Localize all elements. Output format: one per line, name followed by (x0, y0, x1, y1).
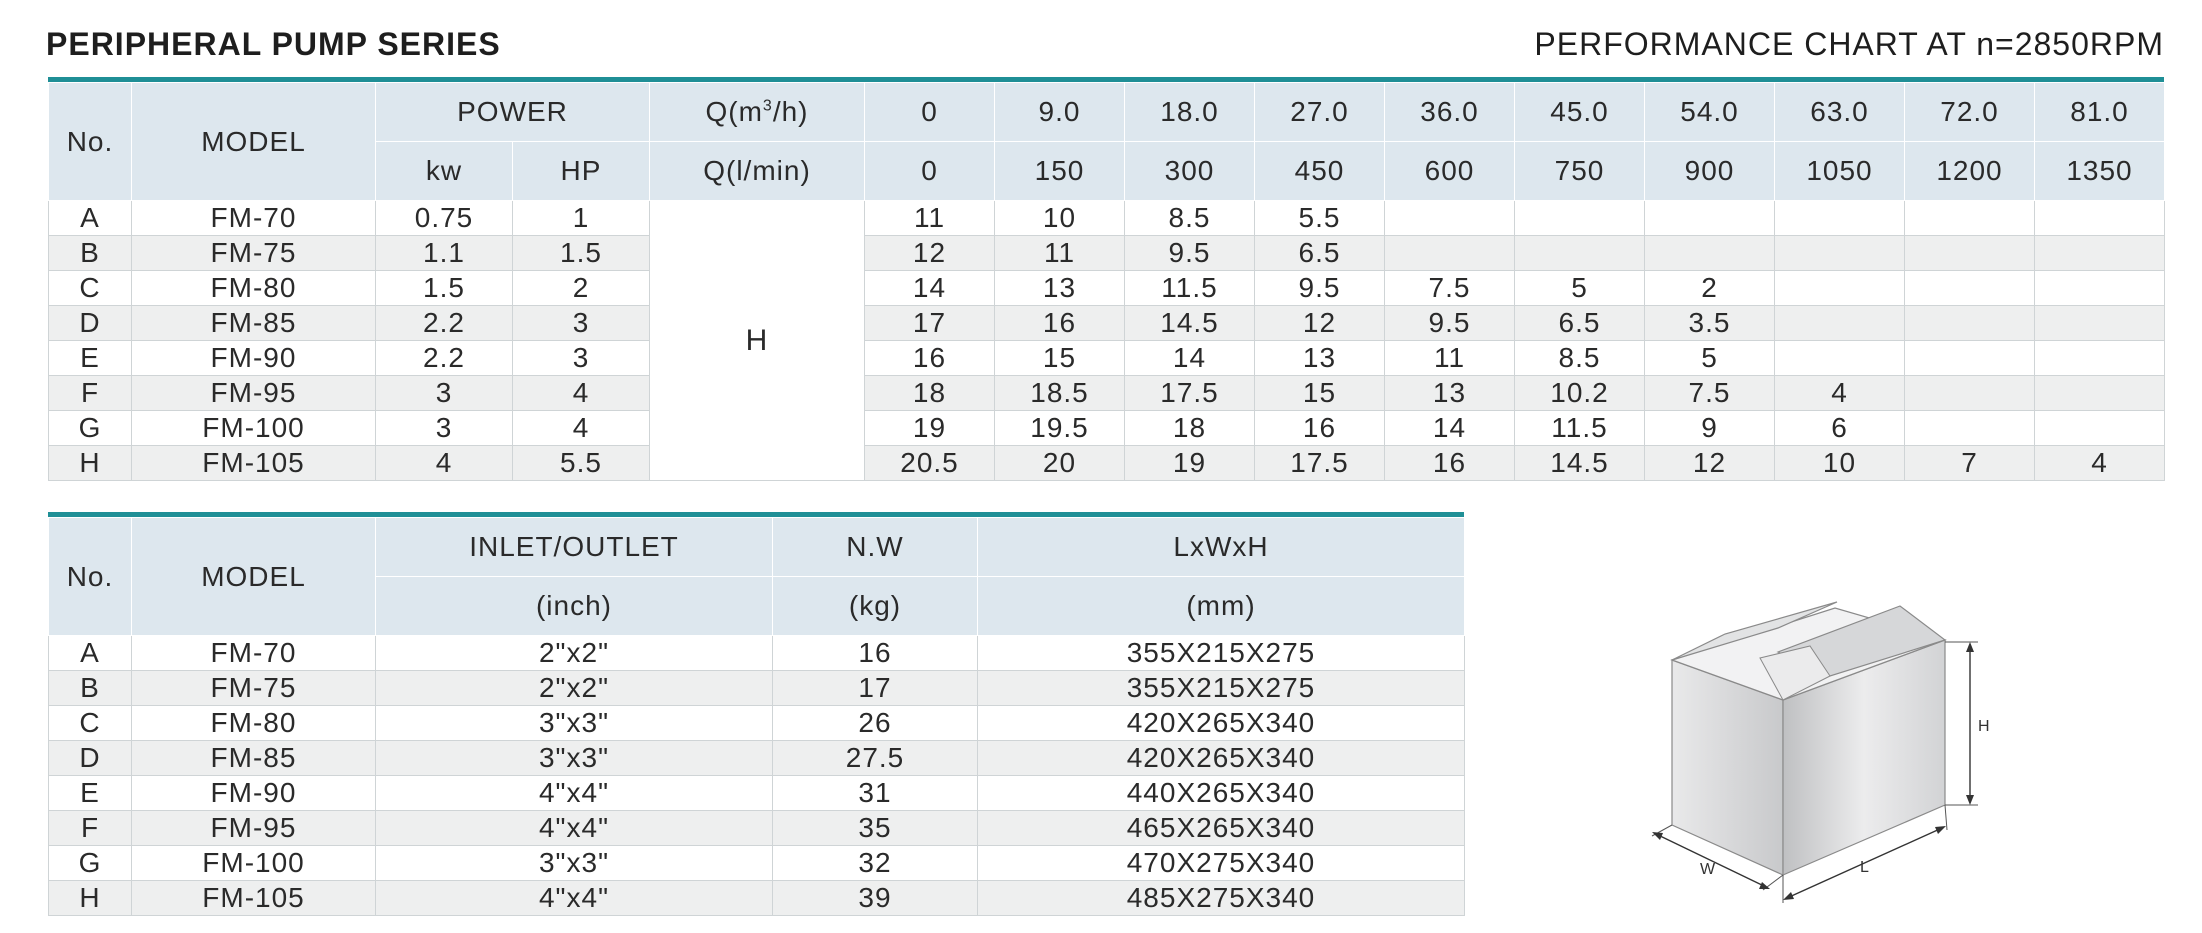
head-value-cell: 13 (1385, 376, 1515, 411)
hp-header: HP (513, 142, 650, 201)
flow-m3h-cell: 0 (865, 83, 995, 142)
row-net-weight: 35 (773, 811, 978, 846)
row-kw: 4 (376, 446, 513, 481)
head-value-cell: 14.5 (1515, 446, 1645, 481)
packing-row (49, 881, 1465, 916)
head-value-cell: 5.5 (1255, 201, 1385, 236)
head-value-cell: 14 (1385, 411, 1515, 446)
row-no: B (49, 671, 132, 706)
head-value-cell: 15 (1255, 376, 1385, 411)
row-net-weight: 31 (773, 776, 978, 811)
head-value-cell: 17.5 (1125, 376, 1255, 411)
row-model: FM-75 (132, 671, 376, 706)
flow-lmin-cell: 900 (1645, 142, 1775, 201)
row-dimensions: 420X265X340 (978, 741, 1465, 776)
head-value-cell (2035, 341, 2165, 376)
row-no: G (49, 846, 132, 881)
row-kw: 1.5 (376, 271, 513, 306)
packing-row (49, 671, 1465, 706)
flow-lmin-cell: 1050 (1775, 142, 1905, 201)
row-no: E (49, 776, 132, 811)
row-no: H (49, 881, 132, 916)
head-value-cell: 7 (1905, 446, 2035, 481)
row-hp: 1 (513, 201, 650, 236)
row-inlet: 3"x3" (376, 706, 773, 741)
flow-m3h-cell: 63.0 (1775, 83, 1905, 142)
row-net-weight: 32 (773, 846, 978, 881)
row-model: FM-90 (132, 341, 376, 376)
row-model: FM-70 (132, 201, 376, 236)
row-dimensions: 485X275X340 (978, 881, 1465, 916)
head-value-cell: 2 (1645, 271, 1775, 306)
head-value-cell (1905, 201, 2035, 236)
row-model: FM-105 (132, 446, 376, 481)
head-label-cell: H (650, 201, 865, 481)
head-value-cell (2035, 411, 2165, 446)
dimensions-header: LxWxH (978, 518, 1465, 577)
head-value-cell: 10 (1775, 446, 1905, 481)
flow-lmin-cell: 150 (995, 142, 1125, 201)
head-value-cell: 15 (995, 341, 1125, 376)
head-value-cell: 18.5 (995, 376, 1125, 411)
head-value-cell: 3.5 (1645, 306, 1775, 341)
dimensions-unit: (mm) (978, 577, 1465, 636)
width-label: W (1700, 861, 1716, 878)
packing-row (49, 846, 1465, 881)
row-no: B (49, 236, 132, 271)
row-inlet: 2"x2" (376, 636, 773, 671)
head-value-cell (1775, 341, 1905, 376)
row-net-weight: 26 (773, 706, 978, 741)
row-model: FM-85 (132, 306, 376, 341)
flow-m3h-cell: 81.0 (2035, 83, 2165, 142)
head-value-cell: 12 (1255, 306, 1385, 341)
head-value-cell (1385, 236, 1515, 271)
row-inlet: 4"x4" (376, 811, 773, 846)
row-no: G (49, 411, 132, 446)
row-no: C (49, 706, 132, 741)
row-no: C (49, 271, 132, 306)
row-dimensions: 465X265X340 (978, 811, 1465, 846)
no-header: No. (49, 83, 132, 201)
head-value-cell: 9.5 (1125, 236, 1255, 271)
height-label: H (1978, 718, 1990, 735)
row-model: FM-90 (132, 776, 376, 811)
performance-table (48, 82, 2165, 481)
head-value-cell (1775, 201, 1905, 236)
head-value-cell: 4 (1775, 376, 1905, 411)
head-value-cell: 6.5 (1255, 236, 1385, 271)
head-value-cell (2035, 306, 2165, 341)
row-net-weight: 39 (773, 881, 978, 916)
row-inlet: 2"x2" (376, 671, 773, 706)
row-net-weight: 17 (773, 671, 978, 706)
row-net-weight: 16 (773, 636, 978, 671)
head-value-cell: 14 (865, 271, 995, 306)
model-header: MODEL (132, 518, 376, 636)
net-weight-unit: (kg) (773, 577, 978, 636)
row-net-weight: 27.5 (773, 741, 978, 776)
head-value-cell: 5 (1515, 271, 1645, 306)
row-dimensions: 355X215X275 (978, 636, 1465, 671)
row-model: FM-80 (132, 271, 376, 306)
row-hp: 1.5 (513, 236, 650, 271)
head-value-cell: 8.5 (1125, 201, 1255, 236)
row-model: FM-85 (132, 741, 376, 776)
row-no: D (49, 306, 132, 341)
head-value-cell: 13 (1255, 341, 1385, 376)
row-dimensions: 420X265X340 (978, 706, 1465, 741)
inlet-unit: (inch) (376, 577, 773, 636)
performance-row (49, 376, 2165, 411)
q-lmin-header: Q(l/min) (650, 142, 865, 201)
row-hp: 5.5 (513, 446, 650, 481)
head-value-cell: 4 (2035, 446, 2165, 481)
head-value-cell (1775, 306, 1905, 341)
flow-m3h-cell: 54.0 (1645, 83, 1775, 142)
head-value-cell (2035, 271, 2165, 306)
head-value-cell: 16 (1255, 411, 1385, 446)
row-model: FM-100 (132, 411, 376, 446)
performance-row (49, 446, 2165, 481)
head-value-cell (2035, 201, 2165, 236)
head-value-cell: 5 (1645, 341, 1775, 376)
head-value-cell: 16 (865, 341, 995, 376)
head-value-cell (1775, 236, 1905, 271)
row-no: F (49, 376, 132, 411)
head-value-cell: 20.5 (865, 446, 995, 481)
head-value-cell (1905, 376, 2035, 411)
power-header: POWER (376, 83, 650, 142)
row-model: FM-95 (132, 811, 376, 846)
row-model: FM-105 (132, 881, 376, 916)
row-model: FM-100 (132, 846, 376, 881)
packing-table (48, 517, 1465, 916)
head-value-cell: 17.5 (1255, 446, 1385, 481)
head-value-cell: 11 (865, 201, 995, 236)
row-kw: 2.2 (376, 341, 513, 376)
flow-lmin-cell: 1200 (1905, 142, 2035, 201)
head-value-cell: 19.5 (995, 411, 1125, 446)
head-value-cell (1645, 201, 1775, 236)
performance-row (49, 411, 2165, 446)
row-kw: 2.2 (376, 306, 513, 341)
flow-m3h-cell: 45.0 (1515, 83, 1645, 142)
head-value-cell (1515, 236, 1645, 271)
row-inlet: 3"x3" (376, 741, 773, 776)
head-value-cell (2035, 376, 2165, 411)
row-no: E (49, 341, 132, 376)
page-title: PERIPHERAL PUMP SERIES (46, 26, 501, 62)
flow-lmin-cell: 300 (1125, 142, 1255, 201)
performance-row (49, 341, 2165, 376)
row-model: FM-80 (132, 706, 376, 741)
head-value-cell: 11 (1385, 341, 1515, 376)
kw-header: kw (376, 142, 513, 201)
row-dimensions: 440X265X340 (978, 776, 1465, 811)
row-hp: 2 (513, 271, 650, 306)
performance-row (49, 236, 2165, 271)
row-hp: 3 (513, 306, 650, 341)
head-value-cell: 14 (1125, 341, 1255, 376)
row-dimensions: 355X215X275 (978, 671, 1465, 706)
head-value-cell (2035, 236, 2165, 271)
head-value-cell: 16 (1385, 446, 1515, 481)
head-value-cell: 17 (865, 306, 995, 341)
head-value-cell: 9.5 (1255, 271, 1385, 306)
row-kw: 1.1 (376, 236, 513, 271)
head-value-cell: 16 (995, 306, 1125, 341)
row-model: FM-70 (132, 636, 376, 671)
row-no: H (49, 446, 132, 481)
row-model: FM-75 (132, 236, 376, 271)
row-no: D (49, 741, 132, 776)
head-value-cell (1515, 201, 1645, 236)
model-header: MODEL (132, 83, 376, 201)
net-weight-header: N.W (773, 518, 978, 577)
performance-subtitle: PERFORMANCE CHART AT n=2850RPM (1534, 26, 2164, 62)
head-value-cell: 7.5 (1645, 376, 1775, 411)
row-hp: 3 (513, 341, 650, 376)
row-kw: 3 (376, 376, 513, 411)
row-kw: 0.75 (376, 201, 513, 236)
head-value-cell (1905, 341, 2035, 376)
head-value-cell: 6 (1775, 411, 1905, 446)
head-value-cell: 11.5 (1125, 271, 1255, 306)
head-value-cell (1905, 411, 2035, 446)
row-hp: 4 (513, 411, 650, 446)
flow-m3h-cell: 9.0 (995, 83, 1125, 142)
head-value-cell: 9 (1645, 411, 1775, 446)
row-inlet: 3"x3" (376, 846, 773, 881)
packing-row (49, 741, 1465, 776)
flow-lmin-cell: 0 (865, 142, 995, 201)
flow-m3h-cell: 36.0 (1385, 83, 1515, 142)
performance-row (49, 306, 2165, 341)
head-value-cell: 10.2 (1515, 376, 1645, 411)
head-value-cell: 20 (995, 446, 1125, 481)
head-value-cell (1905, 306, 2035, 341)
row-inlet: 4"x4" (376, 776, 773, 811)
head-value-cell: 18 (865, 376, 995, 411)
row-model: FM-95 (132, 376, 376, 411)
row-no: A (49, 201, 132, 236)
row-no: F (49, 811, 132, 846)
head-value-cell: 11.5 (1515, 411, 1645, 446)
carton-box-diagram (1600, 598, 2020, 928)
head-value-cell: 12 (865, 236, 995, 271)
head-value-cell (1905, 236, 2035, 271)
packing-row (49, 706, 1465, 741)
head-value-cell: 18 (1125, 411, 1255, 446)
performance-row (49, 201, 2165, 236)
performance-row (49, 271, 2165, 306)
head-value-cell (1385, 201, 1515, 236)
head-value-cell: 10 (995, 201, 1125, 236)
packing-row (49, 811, 1465, 846)
row-inlet: 4"x4" (376, 881, 773, 916)
flow-m3h-cell: 18.0 (1125, 83, 1255, 142)
flow-m3h-cell: 72.0 (1905, 83, 2035, 142)
head-value-cell: 11 (995, 236, 1125, 271)
flow-lmin-cell: 450 (1255, 142, 1385, 201)
row-no: A (49, 636, 132, 671)
packing-row (49, 636, 1465, 671)
head-value-cell: 13 (995, 271, 1125, 306)
length-label: L (1860, 859, 1869, 876)
head-value-cell (1645, 236, 1775, 271)
head-value-cell: 7.5 (1385, 271, 1515, 306)
flow-lmin-cell: 750 (1515, 142, 1645, 201)
row-kw: 3 (376, 411, 513, 446)
inlet-outlet-header: INLET/OUTLET (376, 518, 773, 577)
packing-row (49, 776, 1465, 811)
head-value-cell (1905, 271, 2035, 306)
head-value-cell: 14.5 (1125, 306, 1255, 341)
head-value-cell: 6.5 (1515, 306, 1645, 341)
flow-m3h-cell: 27.0 (1255, 83, 1385, 142)
q-m3h-header: $Q(m^3/h)$ (650, 83, 865, 142)
head-value-cell: 19 (865, 411, 995, 446)
head-value-cell: 12 (1645, 446, 1775, 481)
head-value-cell: 8.5 (1515, 341, 1645, 376)
flow-lmin-cell: 1350 (2035, 142, 2165, 201)
head-value-cell: 19 (1125, 446, 1255, 481)
row-dimensions: 470X275X340 (978, 846, 1465, 881)
head-value-cell: 9.5 (1385, 306, 1515, 341)
flow-lmin-cell: 600 (1385, 142, 1515, 201)
row-hp: 4 (513, 376, 650, 411)
head-value-cell (1775, 271, 1905, 306)
no-header: No. (49, 518, 132, 636)
